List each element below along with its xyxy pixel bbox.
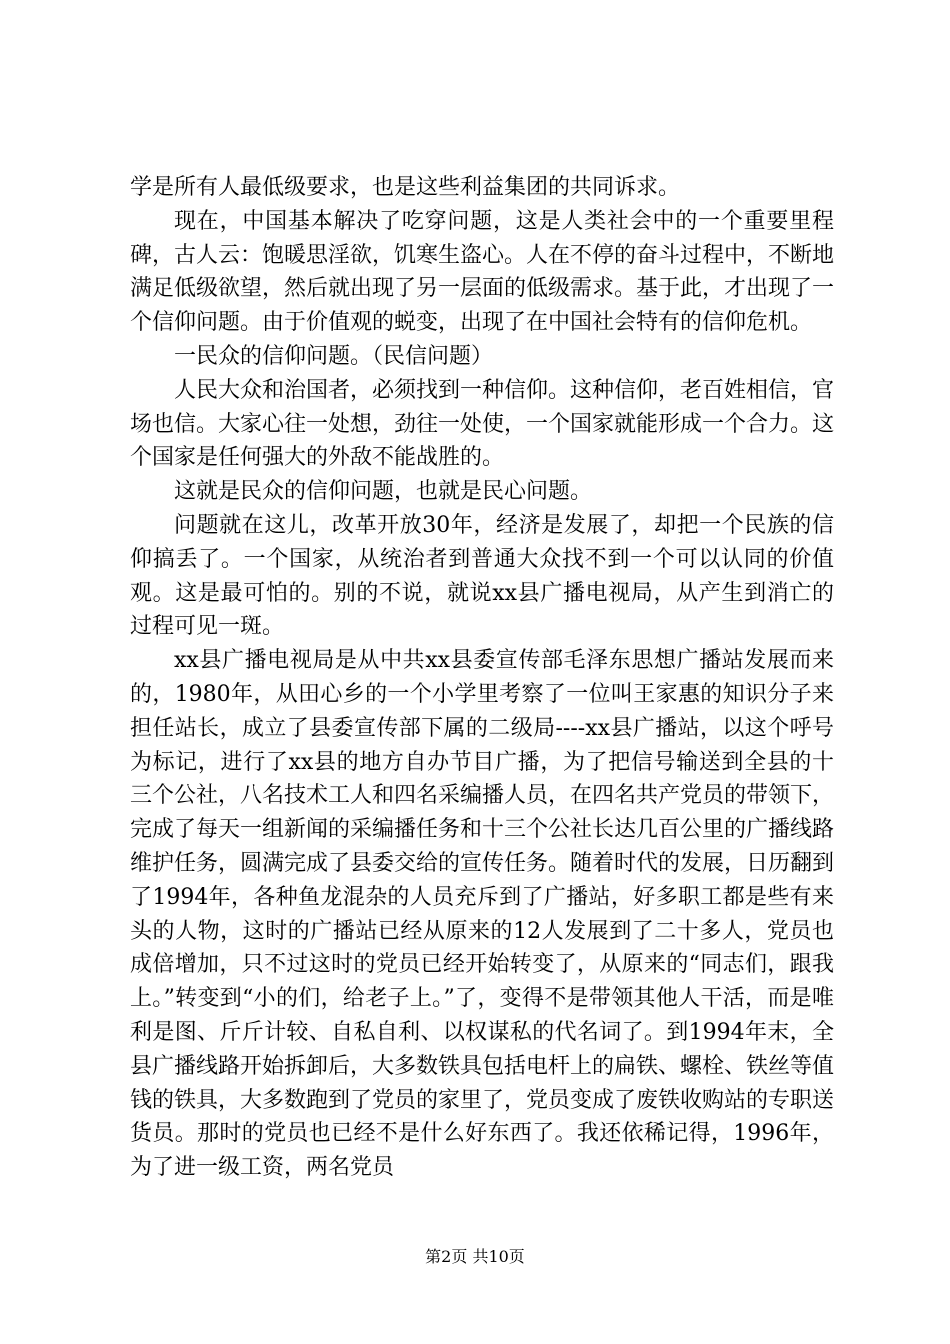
- paragraph: xx县广播电视局是从中共xx县委宣传部毛泽东思想广播站发展而来的，1980年，从田心乡的一个小学里考察了一位叫王家惠的知识分子来担任站长，成立了县委宣传部下属的二级局----xx县广播站，以这个呼号为标记，进行了xx县的地方自办节目广播，为了把信号输送到全县的十三个公社，八名技术工人和四名采编播人员，在四名共产党员的带领下，完成了每天一组新闻的采编播任务和十三个公社长达几百公里的广播线路维护任务，圆满完成了县委交给的宣传任务。随着时代的发展，日历翻到了1994年，各种鱼龙混杂的人员充斥到了广播站，好多职工都是些有来头的人物，这时的广播站已经从原来的12人发展到了二十多人，党员也成倍增加，只不过这时的党员已经开始转变了，从原来的“同志们，跟我上。”转变到“小的们，给老子上。”了，变得不是带领其他人干活，而是唯利是图、斤斤计较、自私自利、以权谋私的代名词了。到1994年末，全县广播线路开始拆卸后，大多数铁具包括电杆上的扁铁、螺栓、铁丝等值钱的铁具，大多数跑到了党员的家里了，党员变成了废铁收购站的专职送货员。那时的党员也已经不是什么好东西了。我还依稀记得，1996年，为了进一级工资，两名党员: [130, 648, 835, 1181]
- paragraph: 问题就在这儿，改革开放30年，经济是发展了，却把一个民族的信仰搞丢了。一个国家，从统治者到普通大众找不到一个可以认同的价值观。这是最可怕的。别的不说，就说xx县广播电视局，从产生到消亡的过程可见一斑。: [130, 512, 834, 640]
- paragraph-continued: 学是所有人最低级要求，也是这些利益集团的共同诉求。: [130, 175, 681, 200]
- page-footer: [0, 1244, 950, 1267]
- paragraph: 这就是民众的信仰问题，也就是民心问题。: [174, 479, 593, 505]
- page-number: 第2页 共10页: [425, 1247, 525, 1266]
- document-body: [130, 171, 834, 1185]
- paragraph: 现在，中国基本解决了吃穿问题，这是人类社会中的一个重要里程碑，古人云：饱暖思淫欲，饥寒生盗心。人在不停的奋斗过程中，不断地满足低级欲望，然后就出现了另一层面的低级需求。基于此，才出现了一个信仰问题。由于价值观的蜕变，出现了在中国社会特有的信仰危机。: [130, 208, 835, 336]
- paragraph: 人民大众和治国者，必须找到一种信仰。这种信仰，老百姓相信，官场也信。大家心往一处想，劲往一处使，一个国家就能形成一个合力。这个国家是任何强大的外敌不能战胜的。: [130, 377, 835, 471]
- section-heading: 一民众的信仰问题。（民信问题）: [174, 343, 494, 369]
